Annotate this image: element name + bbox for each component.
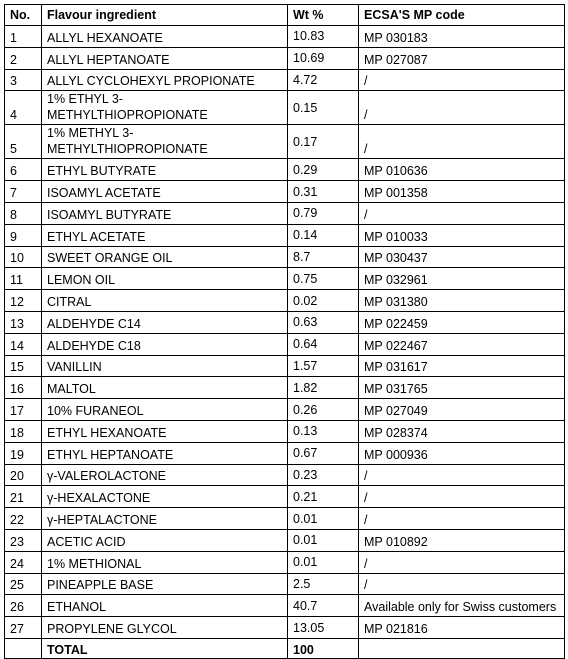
row-no: 7 [5,181,42,203]
row-no: 17 [5,399,42,421]
table-row [5,595,565,617]
row-code: MP 022459 [359,311,565,333]
table-row [5,377,565,399]
row-no: 8 [5,202,42,224]
row-code: MP 010636 [359,159,565,181]
row-no: 16 [5,377,42,399]
row-ingredient: ALDEHYDE C14 [42,311,288,333]
row-code: MP 032961 [359,268,565,290]
table-row [5,246,565,268]
row-ingredient: ALLYL HEXANOATE [42,26,288,48]
row-no: 13 [5,311,42,333]
row-code: / [359,573,565,595]
row-ingredient: ISOAMYL BUTYRATE [42,202,288,224]
row-ingredient: ISOAMYL ACETATE [42,181,288,203]
row-code: Available only for Swiss customers [359,595,565,617]
row-code: MP 027087 [359,47,565,69]
row-wt: 0.26 [288,399,359,421]
row-ingredient: γ-VALEROLACTONE [42,464,288,486]
row-no: 19 [5,442,42,464]
header-wt: Wt % [288,5,359,26]
row-wt: 0.02 [288,290,359,312]
table-row [5,464,565,486]
row-no: 11 [5,268,42,290]
row-wt: 0.14 [288,224,359,246]
row-ingredient: γ-HEPTALACTONE [42,508,288,530]
table-row [5,508,565,530]
row-wt: 0.13 [288,420,359,442]
total-label: TOTAL [42,638,288,658]
row-wt: 0.67 [288,442,359,464]
row-ingredient: VANILLIN [42,355,288,377]
row-code: MP 022467 [359,333,565,355]
total-wt: 100 [288,638,359,658]
table-body [5,26,565,659]
header-code: ECSA'S MP code [359,5,565,26]
table-row [5,91,565,125]
table-row [5,181,565,203]
header-row [5,5,565,26]
row-code: MP 030437 [359,246,565,268]
row-no: 20 [5,464,42,486]
row-wt: 0.31 [288,181,359,203]
row-ingredient: LEMON OIL [42,268,288,290]
row-code: MP 028374 [359,420,565,442]
row-code: / [359,508,565,530]
table-row [5,573,565,595]
row-wt: 8.7 [288,246,359,268]
table-row [5,26,565,48]
row-wt: 10.69 [288,47,359,69]
row-ingredient: CITRAL [42,290,288,312]
row-no: 24 [5,551,42,573]
row-ingredient: ALDEHYDE C18 [42,333,288,355]
row-wt: 0.63 [288,311,359,333]
row-ingredient: 1% ETHYL 3-METHYLTHIOPROPIONATE [42,91,288,125]
table-row [5,159,565,181]
table-row [5,125,565,159]
row-wt: 0.64 [288,333,359,355]
row-code: / [359,486,565,508]
table-row [5,420,565,442]
row-ingredient: ACETIC ACID [42,529,288,551]
row-code: / [359,551,565,573]
row-ingredient: ALLYL HEPTANOATE [42,47,288,69]
row-wt: 0.01 [288,508,359,530]
flavour-ingredient-table [4,4,565,659]
table-row [5,202,565,224]
row-no: 22 [5,508,42,530]
table-row [5,290,565,312]
row-no: 26 [5,595,42,617]
row-ingredient: SWEET ORANGE OIL [42,246,288,268]
row-no: 10 [5,246,42,268]
row-wt: 0.01 [288,529,359,551]
row-no: 4 [5,91,42,125]
table-row [5,355,565,377]
table-row [5,69,565,91]
table-row [5,311,565,333]
row-code: / [359,464,565,486]
row-code: / [359,125,565,159]
row-code: / [359,69,565,91]
row-code: MP 031765 [359,377,565,399]
row-no: 18 [5,420,42,442]
row-code: / [359,202,565,224]
row-no: 23 [5,529,42,551]
row-ingredient: ALLYL CYCLOHEXYL PROPIONATE [42,69,288,91]
row-wt: 1.82 [288,377,359,399]
row-wt: 0.15 [288,91,359,125]
row-wt: 0.79 [288,202,359,224]
row-wt: 0.17 [288,125,359,159]
header-ingredient: Flavour ingredient [42,5,288,26]
row-code: MP 027049 [359,399,565,421]
table-row [5,529,565,551]
row-code: MP 010892 [359,529,565,551]
row-wt: 4.72 [288,69,359,91]
table-row [5,486,565,508]
row-wt: 1.57 [288,355,359,377]
row-code: / [359,91,565,125]
row-code: MP 031380 [359,290,565,312]
row-wt: 0.21 [288,486,359,508]
row-no: 6 [5,159,42,181]
row-ingredient: PINEAPPLE BASE [42,573,288,595]
table-row [5,442,565,464]
row-no: 15 [5,355,42,377]
row-no: 14 [5,333,42,355]
row-ingredient: MALTOL [42,377,288,399]
table-row [5,551,565,573]
row-code: MP 000936 [359,442,565,464]
row-no: 5 [5,125,42,159]
row-wt: 0.23 [288,464,359,486]
flavour-table-container [4,4,565,659]
table-row [5,333,565,355]
row-wt: 0.75 [288,268,359,290]
row-no: 2 [5,47,42,69]
total-no-cell [5,638,42,658]
row-ingredient: γ-HEXALACTONE [42,486,288,508]
total-row [5,638,565,658]
row-code: MP 031617 [359,355,565,377]
row-no: 27 [5,617,42,639]
row-wt: 2.5 [288,573,359,595]
row-no: 25 [5,573,42,595]
row-code: MP 030183 [359,26,565,48]
row-no: 12 [5,290,42,312]
table-row [5,268,565,290]
row-ingredient: ETHYL HEXANOATE [42,420,288,442]
table-row [5,399,565,421]
total-code-cell [359,638,565,658]
row-ingredient: 1% METHIONAL [42,551,288,573]
row-ingredient: ETHYL HEPTANOATE [42,442,288,464]
table-row [5,224,565,246]
row-code: MP 021816 [359,617,565,639]
row-wt: 0.01 [288,551,359,573]
header-no: No. [5,5,42,26]
row-ingredient: PROPYLENE GLYCOL [42,617,288,639]
row-code: MP 010033 [359,224,565,246]
row-ingredient: ETHYL ACETATE [42,224,288,246]
row-ingredient: ETHYL BUTYRATE [42,159,288,181]
row-code: MP 001358 [359,181,565,203]
table-row [5,617,565,639]
row-no: 9 [5,224,42,246]
row-no: 3 [5,69,42,91]
row-wt: 13.05 [288,617,359,639]
row-wt: 0.29 [288,159,359,181]
row-ingredient: 1% METHYL 3-METHYLTHIOPROPIONATE [42,125,288,159]
row-ingredient: 10% FURANEOL [42,399,288,421]
row-wt: 10.83 [288,26,359,48]
row-no: 21 [5,486,42,508]
row-no: 1 [5,26,42,48]
row-ingredient: ETHANOL [42,595,288,617]
table-row [5,47,565,69]
row-wt: 40.7 [288,595,359,617]
